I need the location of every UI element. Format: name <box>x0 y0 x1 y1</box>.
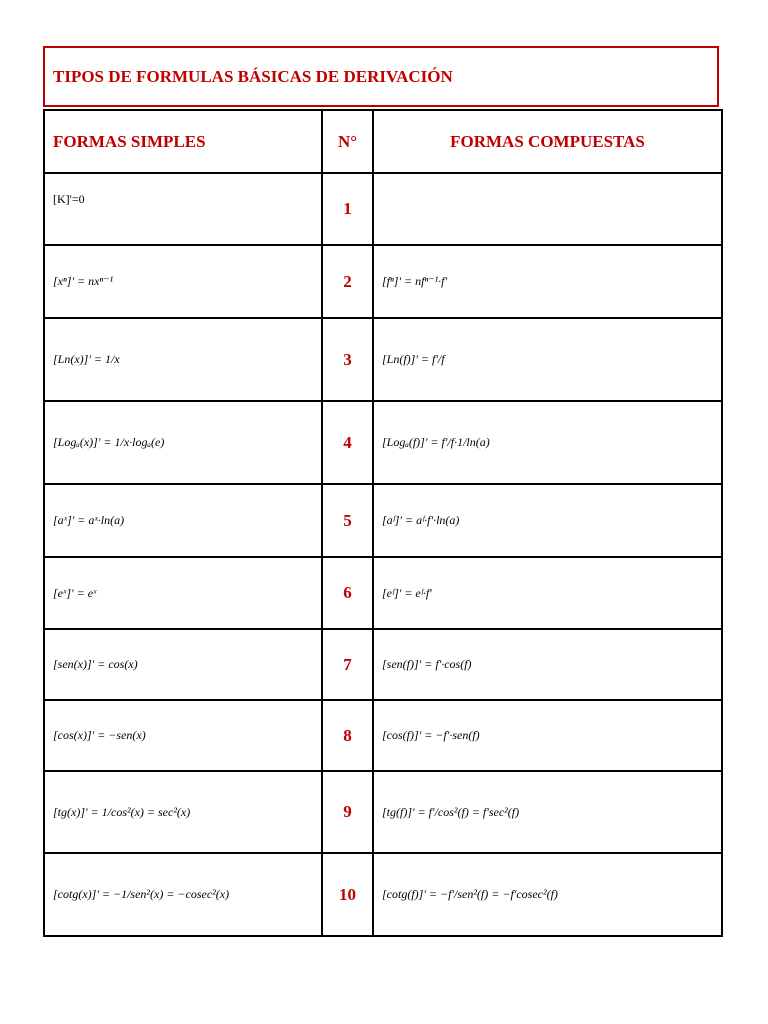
table-row <box>44 245 722 318</box>
table-row <box>44 401 722 484</box>
simple-formula: [cos(x)]' = −sen(x) <box>44 700 322 771</box>
table-row <box>44 318 722 401</box>
simple-formula: [xⁿ]' = nxⁿ⁻¹ <box>44 245 322 318</box>
simple-formula: [cotg(x)]' = −1/sen²(x) = −cosec²(x) <box>44 853 322 936</box>
compound-formula: [aᶠ]' = aᶠ·f'·ln(a) <box>373 484 722 557</box>
row-number: 1 <box>322 173 373 245</box>
row-number: 6 <box>322 557 373 629</box>
compound-formula: [Ln(f)]' = f'/f <box>373 318 722 401</box>
compound-formula: [cotg(f)]' = −f'/sen²(f) = −f'cosec²(f) <box>373 853 722 936</box>
simple-formula: [tg(x)]' = 1/cos²(x) = sec²(x) <box>44 771 322 853</box>
row-number: 2 <box>322 245 373 318</box>
derivative-formulas-table <box>43 109 723 937</box>
row-number: 8 <box>322 700 373 771</box>
simple-formula: [Ln(x)]' = 1/x <box>44 318 322 401</box>
row-number: 7 <box>322 629 373 700</box>
header-compound-forms: FORMAS COMPUESTAS <box>373 110 722 173</box>
compound-formula: [cos(f)]' = −f'·sen(f) <box>373 700 722 771</box>
row-number: 9 <box>322 771 373 853</box>
row-number: 5 <box>322 484 373 557</box>
row-number: 10 <box>322 853 373 936</box>
document-title: TIPOS DE FORMULAS BÁSICAS DE DERIVACIÓN <box>43 46 719 107</box>
table-row <box>44 629 722 700</box>
table-row <box>44 853 722 936</box>
simple-formula: [aˣ]' = aˣ·ln(a) <box>44 484 322 557</box>
table-row <box>44 173 722 245</box>
table-row <box>44 771 722 853</box>
header-number: N° <box>322 110 373 173</box>
simple-formula: [Logₐ(x)]' = 1/x·logₐ(e) <box>44 401 322 484</box>
compound-formula: [Logₐ(f)]' = f'/f·1/ln(a) <box>373 401 722 484</box>
simple-formula: [sen(x)]' = cos(x) <box>44 629 322 700</box>
row-number: 3 <box>322 318 373 401</box>
simple-formula: [K]'=0 <box>44 173 322 245</box>
compound-formula: [sen(f)]' = f'·cos(f) <box>373 629 722 700</box>
table-row <box>44 557 722 629</box>
table-row <box>44 484 722 557</box>
compound-formula <box>373 173 722 245</box>
simple-formula: [eˣ]' = eˣ <box>44 557 322 629</box>
compound-formula: [tg(f)]' = f'/cos²(f) = f'sec²(f) <box>373 771 722 853</box>
compound-formula: [fⁿ]' = nfⁿ⁻¹·f' <box>373 245 722 318</box>
header-simple-forms: FORMAS SIMPLES <box>44 110 322 173</box>
compound-formula: [eᶠ]' = eᶠ·f' <box>373 557 722 629</box>
header-row <box>44 110 722 173</box>
row-number: 4 <box>322 401 373 484</box>
table-row <box>44 700 722 771</box>
